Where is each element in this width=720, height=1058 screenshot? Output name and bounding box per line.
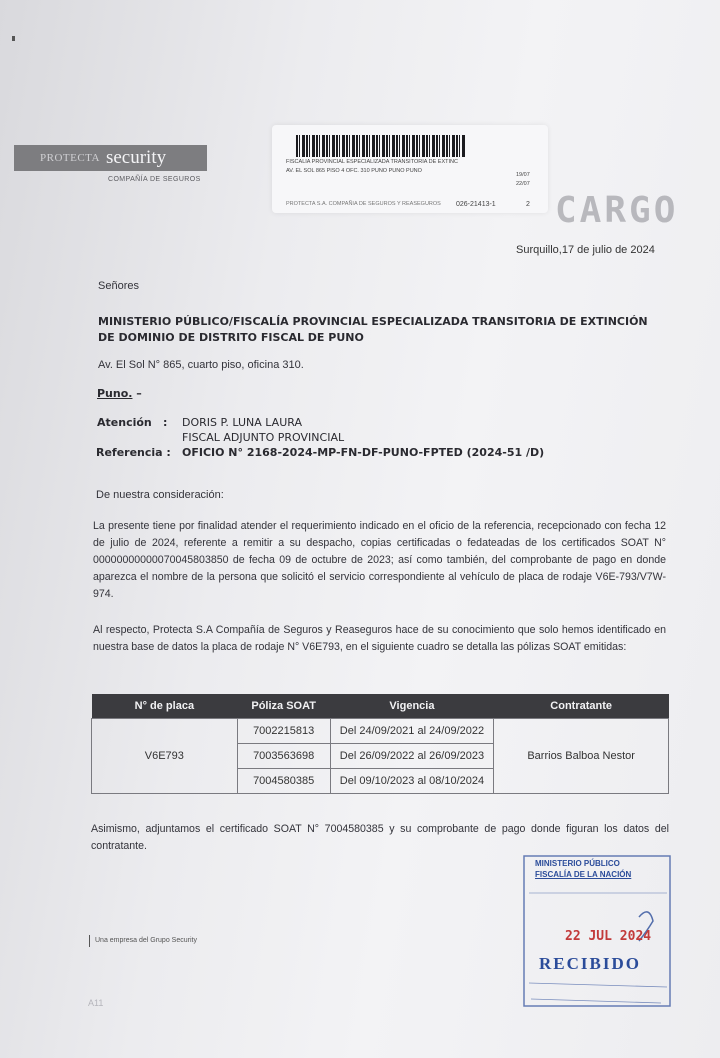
paragraph-3: Asimismo, adjuntamos el certificado SOAT N° 7004580385 y su comprobante de pago donde figuran los datos del contratante. [91, 823, 669, 852]
cell-vigencia: Del 09/10/2023 al 08/10/2024 [330, 769, 494, 794]
table-row [92, 719, 669, 744]
table-header-row [92, 694, 669, 719]
greeting: De nuestra consideración: [96, 489, 224, 501]
cell-poliza: 7004580385 [237, 769, 330, 794]
logo-subtitle: COMPAÑÍA DE SEGUROS [108, 176, 201, 183]
header-vigencia: Vigencia [330, 694, 494, 719]
paragraph-2: Al respecto, Protecta S.A Compañía de Seguros y Reaseguros hace de su conocimiento que solo hemos identificado en nuestra base de datos la placa de rodaje N° V6E793, en el siguiente cuadro se detalla las pólizas SOAT emitidas: [93, 624, 666, 653]
salutation: Señores [98, 280, 139, 292]
attention-label: Atención [97, 416, 152, 429]
attention-title: FISCAL ADJUNTO PROVINCIAL [182, 431, 345, 444]
attention-name: DORIS P. LUNA LAURA [182, 416, 302, 429]
stamp-line-2: AV. EL SOL 865 PISO 4 OFC. 310 PUNO PUNO PUNO [286, 168, 422, 174]
stamp-code: 026-21413-1 [456, 201, 496, 208]
logo-protecta-text: PROTECTA [40, 152, 100, 164]
cell-placa: V6E793 [92, 719, 238, 794]
address: Av. El Sol N° 865, cuarto piso, oficina 310. [98, 359, 304, 371]
attention-separator: : [163, 416, 168, 429]
addressee-line-2: DE DOMINIO DE DISTRITO FISCAL DE PUNO [98, 331, 364, 344]
received-word: RECIBIDO [539, 954, 641, 973]
cell-vigencia: Del 26/09/2022 al 26/09/2023 [330, 744, 494, 769]
stamp-number: 2 [526, 201, 530, 208]
logo-security-text: security [105, 147, 167, 168]
punch-hole-mark [12, 36, 15, 41]
city-line [97, 387, 142, 400]
cell-poliza: 7003563698 [237, 744, 330, 769]
city-suffix: – [132, 387, 142, 400]
received-date: 22 JUL 2024 [565, 929, 652, 944]
paragraph-1: La presente tiene por finalidad atender el requerimiento indicado en el oficio de la referencia, recepcionado con fecha 12 de julio de 2024, referente a remitir a su despacho, copias certificadas o fedateadas de los certificados SOAT N° 00000000000070045803850 de fecha 09 de octubre de 2023; así como también, del comprobante de pago en donde aparezca el nombre de la persona que solicitó el servicio correspondiente al vehículo de placa de rodaje V6E-793/V7W-974. [93, 520, 666, 600]
reception-label-stamp [272, 125, 548, 213]
header-poliza: Póliza SOAT [237, 694, 330, 719]
stamp-side-1: 19/07 [516, 172, 530, 178]
cargo-stamp: CARGO [555, 190, 679, 231]
barcode-icon [296, 135, 466, 157]
received-line-2: FISCALÍA DE LA NACIÓN [535, 870, 632, 879]
reference-value: OFICIO N° 2168-2024-MP-FN-DF-PUNO-FPTED (2024-51 /D) [182, 446, 545, 459]
footer-divider [89, 935, 90, 947]
soat-policies-table [91, 694, 669, 794]
stamp-side-2: 22/07 [516, 181, 530, 187]
header-contratante: Contratante [494, 694, 669, 719]
cell-contratante: Barrios Balboa Nestor [494, 719, 669, 794]
protecta-security-logo [14, 145, 207, 171]
cell-vigencia: Del 24/09/2021 al 24/09/2022 [330, 719, 494, 744]
city: Puno. [97, 387, 133, 400]
received-stamp [521, 853, 673, 1020]
page-mark: A11 [88, 998, 104, 1008]
stamp-line-3: PROTECTA S.A. COMPAÑIA DE SEGUROS Y REASEGUROS [286, 201, 441, 207]
reference-label: Referencia : [96, 446, 171, 459]
header-placa: N° de placa [92, 694, 238, 719]
addressee-line-1: MINISTERIO PÚBLICO/FISCALÍA PROVINCIAL ESPECIALIZADA TRANSITORIA DE EXTINCIÓN [98, 315, 648, 328]
letter-date: Surquillo,17 de julio de 2024 [516, 244, 655, 256]
cell-poliza: 7002215813 [237, 719, 330, 744]
received-line-1: MINISTERIO PÚBLICO [535, 859, 620, 868]
stamp-line-1: FISCALIA PROVINCIAL ESPECIALIZADA TRANSITORIA DE EXTINC [286, 159, 458, 165]
footer-text: Una empresa del Grupo Security [95, 937, 197, 944]
